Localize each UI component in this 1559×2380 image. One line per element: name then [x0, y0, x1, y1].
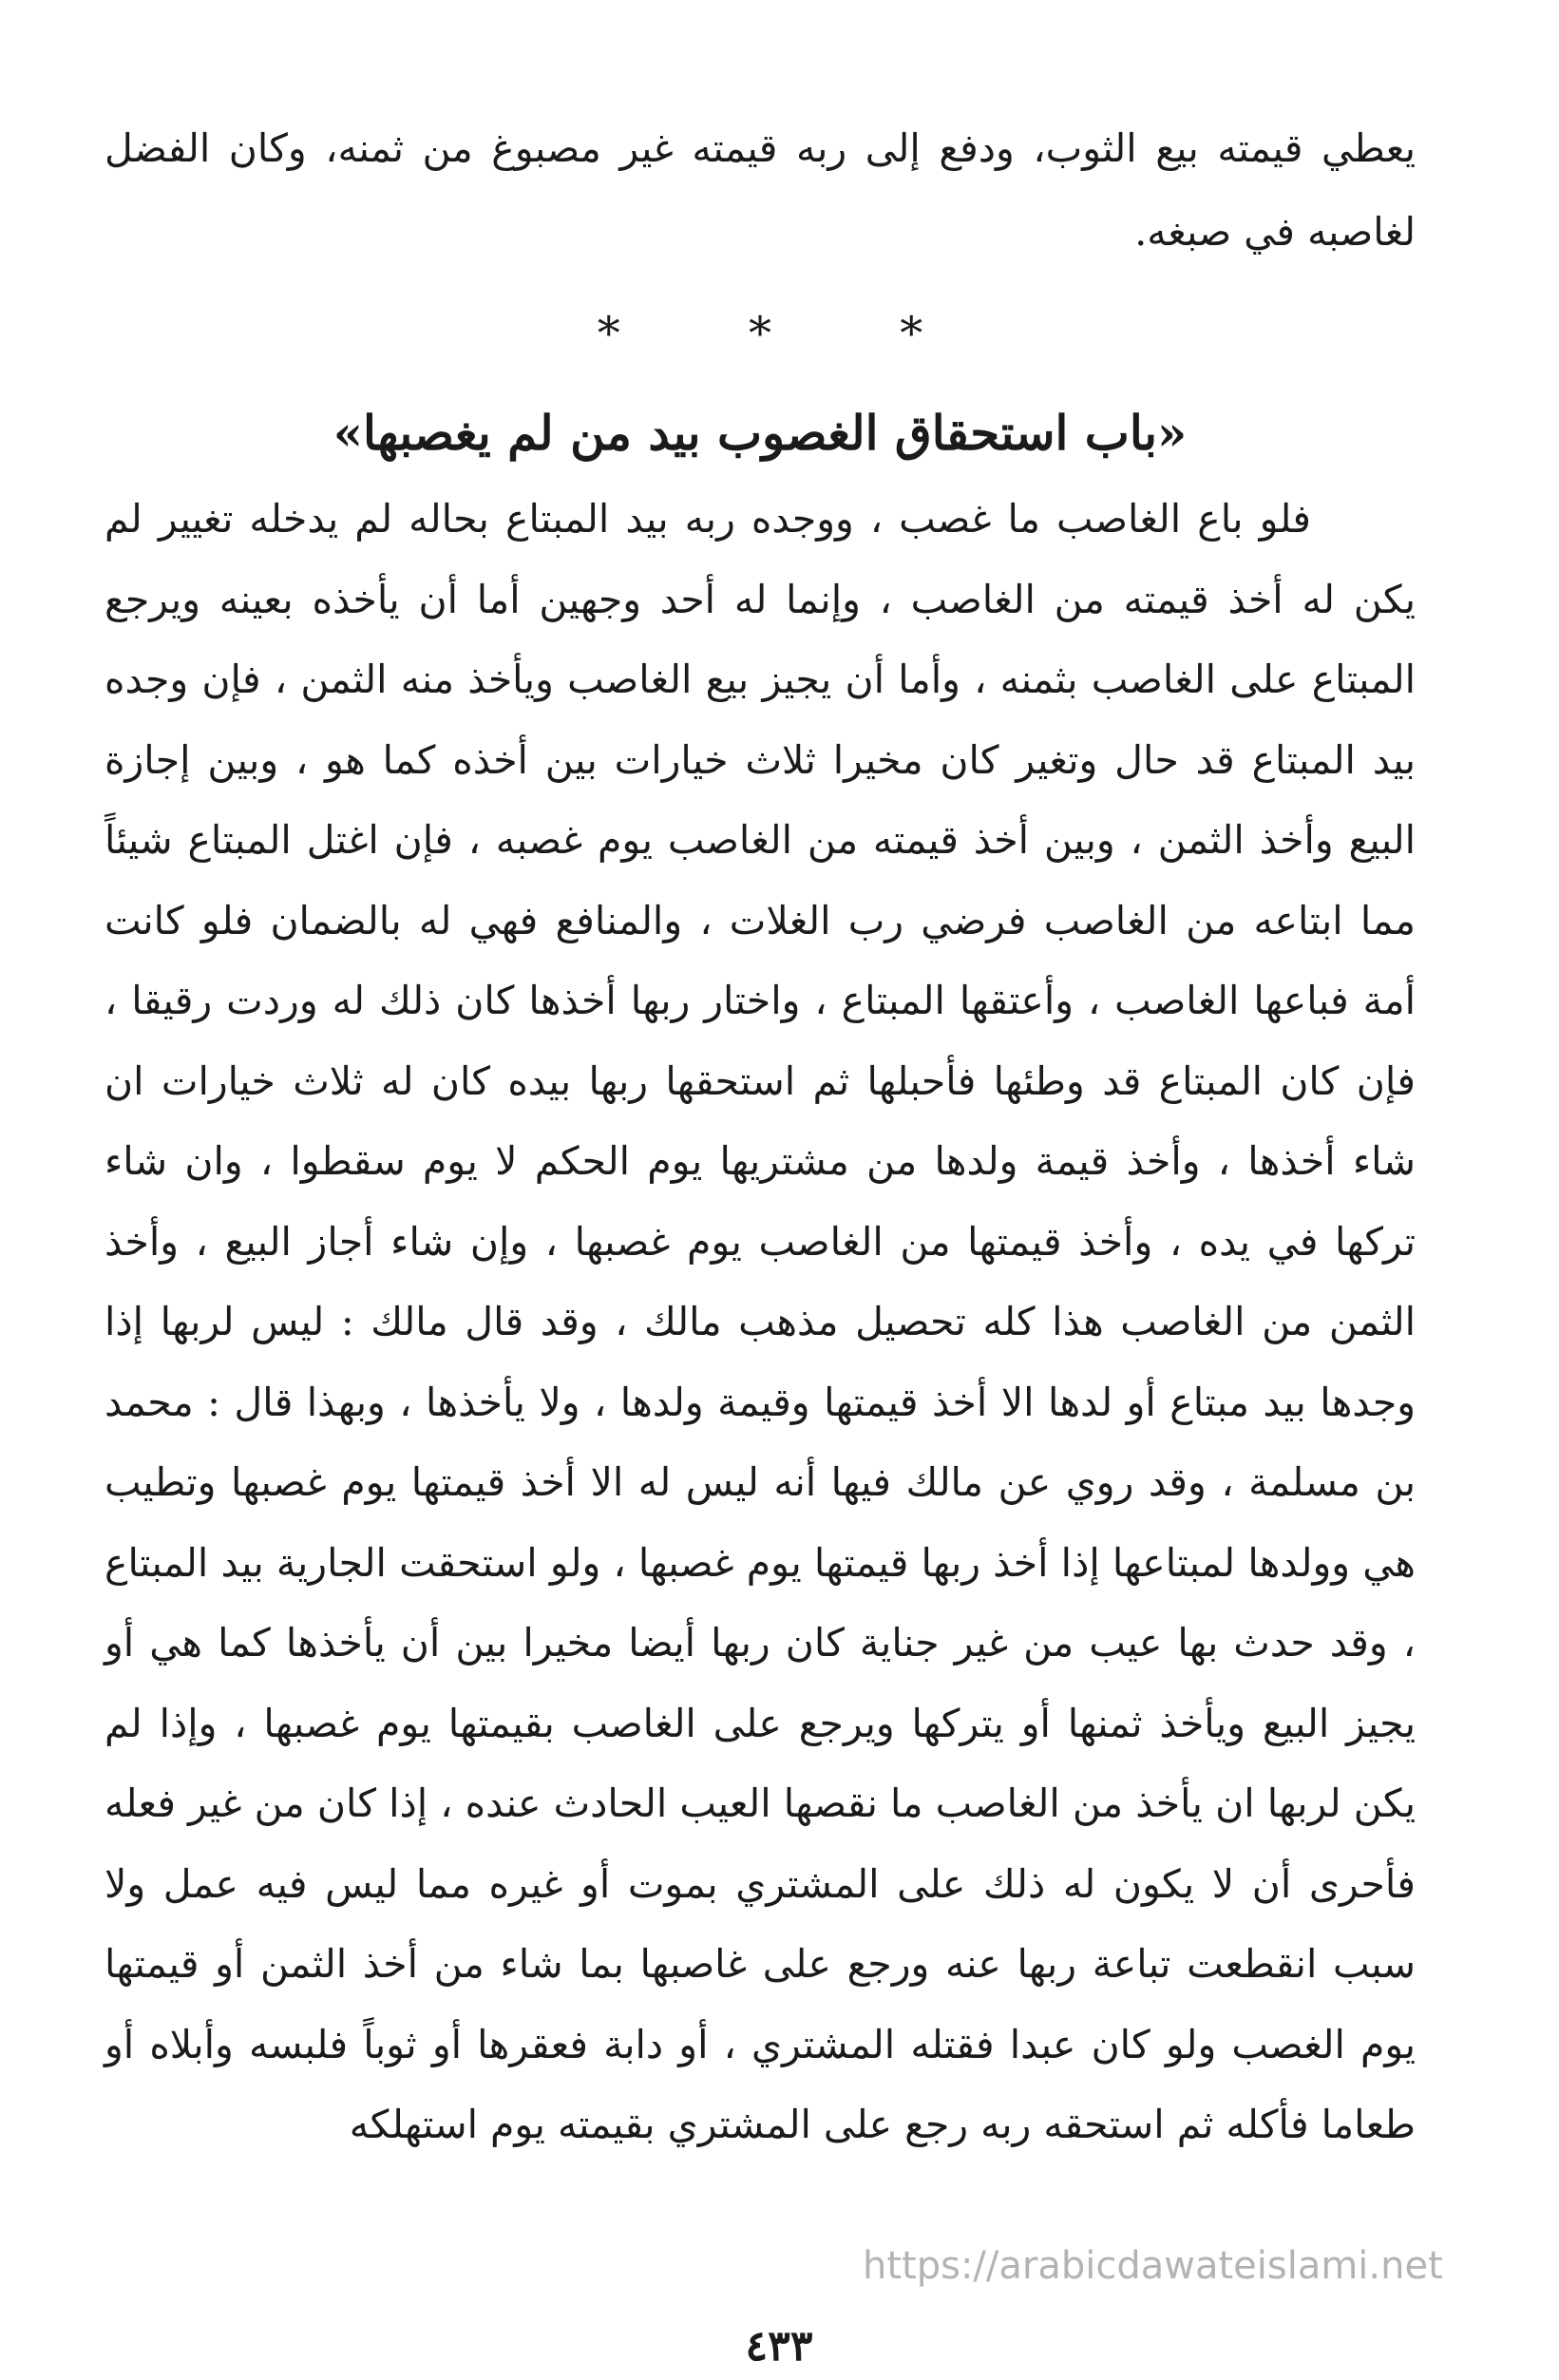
page-number: ٤٣٣	[745, 2322, 813, 2370]
chapter-title: «باب استحقاق الغصوب بيد من لم يغصبها»	[333, 405, 1188, 461]
book-page	[105, 106, 1416, 2339]
opening-paragraph: يعطي قيمته بيع الثوب، ودفع إلى ربه قيمته غير مصبوغ من ثمنه، وكان الفضل لغاصبه في صبغه.	[105, 125, 1416, 255]
chapter-body	[105, 479, 1416, 2165]
section-separator: * * *	[597, 307, 980, 360]
watermark-url: https://arabicdawateislami.net	[863, 2244, 1443, 2288]
body-paragraph: فلو باع الغاصب ما غصب ، ووجده ربه بيد المبتاع بحاله لم يدخله تغيير لم يكن له أخذ قيمته من الغاصب ، وإنما له أحد وجهين أما أن يأخذه بعينه ويرجع المبتاع على الغاصب بثمنه ، وأما أن يجيز بيع الغاصب ويأخذ منه الثمن ، فإن وجده بيد المبتاع قد حال وتغير كان مخيرا ثلاث خيارات بين أخذه كما هو ، وبين إجازة البيع وأخذ الثمن ، وبين أخذ قيمته من الغاصب يوم غصبه ، فإن اغتل المبتاع شيئاً مما ابتاعه من الغاصب فرضي رب الغلات ، والمنافع فهي له بالضمان فلو كانت أمة فباعها الغاصب ، وأعتقها المبتاع ، واختار ربها أخذها كان ذلك له وردت رقيقا ، فإن كان المبتاع قد وطئها فأحبلها ثم استحقها ربها بيده كان له ثلاث خيارات ان شاء أخذها ، وأخذ قيمة ولدها من مشتريها يوم الحكم لا يوم سقطوا ، وان شاء تركها في يده ، وأخذ قيمتها من الغاصب يوم غصبها ، وإن شاء أجاز البيع ، وأخذ الثمن من الغاصب هذا كله تحصيل مذهب مالك ، وقد قال مالك : ليس لربها إذا وجدها بيد مبتاع أو لدها الا أخذ قيمتها وقيمة ولدها ، ولا يأخذها ، وبهذا قال : محمد بن مسلمة ، وقد روي عن مالك فيها أنه ليس له الا أخذ قيمتها يوم غصبها وتطيب هي وولدها لمبتاعها إذا أخذ ربها قيمتها يوم غصبها ، ولو استحقت الجارية بيد المبتاع ، وقد حدث بها عيب من غير جناية كان ربها أيضا مخيرا بين أن يأخذها كما هي أو يجيز البيع ويأخذ ثمنها أو يتركها ويرجع على الغاصب بقيمتها يوم غصبها ، وإذا لم يكن لربها ان يأخذ من الغاصب ما نقصها العيب الحادث عنده ، إذا كان من غير فعله فأحرى أن لا يكون له ذلك على المشتري بموت أو غيره مما ليس فيه عمل ولا سبب انقطعت تباعة ربها عنه ورجع على غاصبها بما شاء من أخذ الثمن أو قيمتها يوم الغصب ولو كان عبدا فقتله المشتري ، أو دابة فعقرها أو ثوباً فلبسه وأبلاه أو طعاما فأكله ثم استحقه ربه رجع على المشتري بقيمته يوم استهلكه	[105, 496, 1416, 2147]
